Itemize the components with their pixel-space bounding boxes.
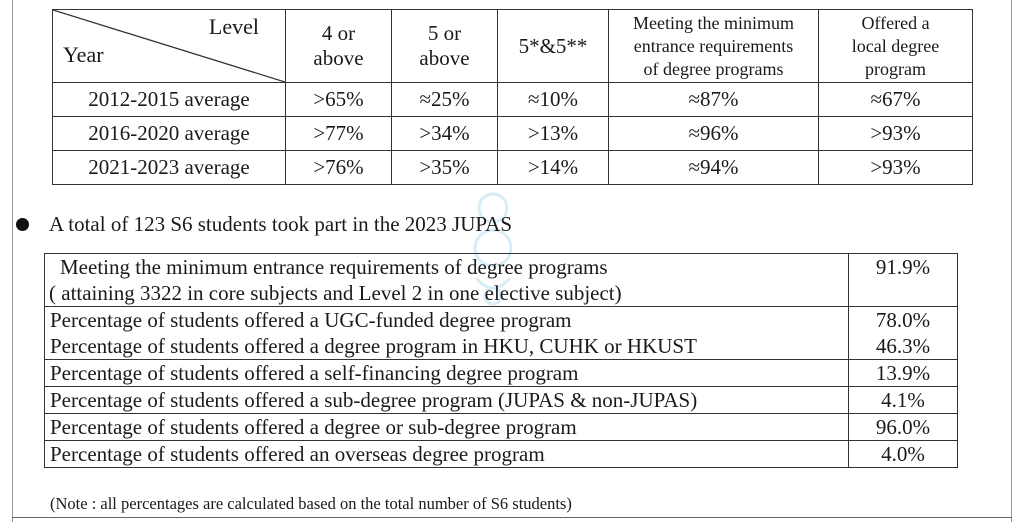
col-4-or-above: 4 or above — [286, 10, 392, 83]
table-row — [45, 414, 958, 441]
col-offered-local: Offered a local degree program — [819, 10, 973, 83]
row-percentage: 4.0% — [849, 441, 958, 468]
table-row — [45, 387, 958, 414]
cell-4-or-above: >65% — [286, 83, 392, 117]
row-percentage: 91.9% — [849, 254, 958, 307]
cell-4-or-above: >76% — [286, 151, 392, 185]
col-meeting-min: Meeting the minimum entrance requirements of degree programs — [609, 10, 819, 83]
cell-meeting: ≈87% — [609, 83, 819, 117]
row-percentage: 78.0% 46.3% — [849, 307, 958, 360]
table-row — [53, 83, 973, 117]
cell-5-or-above: ≈25% — [392, 83, 498, 117]
row-description: Percentage of students offered an overseas degree program — [45, 441, 849, 468]
level-label: Level — [208, 14, 259, 39]
table-row — [45, 441, 958, 468]
cell-4-or-above: >77% — [286, 117, 392, 151]
row-description: Percentage of students offered a self-financing degree program — [45, 360, 849, 387]
results-header-row — [53, 10, 973, 83]
cell-meeting: ≈94% — [609, 151, 819, 185]
cell-5-star: >14% — [498, 151, 609, 185]
year-label: Year — [63, 42, 104, 67]
row-percentage: 96.0% — [849, 414, 958, 441]
cell-5-or-above: >35% — [392, 151, 498, 185]
row-year: 2012-2015 average — [53, 83, 286, 117]
cell-5-or-above: >34% — [392, 117, 498, 151]
jupas-table — [44, 253, 958, 468]
bullet-text: A total of 123 S6 students took part in the 2023 JUPAS — [49, 212, 512, 236]
bottom-rule — [12, 517, 1012, 518]
year-level-header — [53, 10, 286, 83]
cell-offered: ≈67% — [819, 83, 973, 117]
col-5-star: 5*&5** — [498, 10, 609, 83]
cell-5-star: ≈10% — [498, 83, 609, 117]
results-table — [52, 9, 973, 185]
table-row — [45, 254, 958, 307]
cell-meeting: ≈96% — [609, 117, 819, 151]
row-description: Percentage of students offered a UGC-funded degree program Percentage of students offered a degree program in HKU, CUHK or HKUST — [45, 307, 849, 360]
jupas-bullet — [16, 212, 512, 237]
row-description: Meeting the minimum entrance requirements of degree programs ( attaining 3322 in core subjects and Level 2 in one elective subject) — [45, 254, 849, 307]
table-row — [45, 360, 958, 387]
cell-offered: >93% — [819, 117, 973, 151]
col-5-or-above: 5 or above — [392, 10, 498, 83]
bullet-icon — [16, 218, 29, 231]
row-percentage: 4.1% — [849, 387, 958, 414]
row-percentage: 13.9% — [849, 360, 958, 387]
row-year: 2021-2023 average — [53, 151, 286, 185]
footnote: (Note : all percentages are calculated based on the total number of S6 students) — [50, 494, 572, 513]
row-description: Percentage of students offered a degree or sub-degree program — [45, 414, 849, 441]
table-row — [45, 307, 958, 360]
table-row — [53, 117, 973, 151]
row-description: Percentage of students offered a sub-degree program (JUPAS & non-JUPAS) — [45, 387, 849, 414]
cell-offered: >93% — [819, 151, 973, 185]
cell-5-star: >13% — [498, 117, 609, 151]
row-year: 2016-2020 average — [53, 117, 286, 151]
